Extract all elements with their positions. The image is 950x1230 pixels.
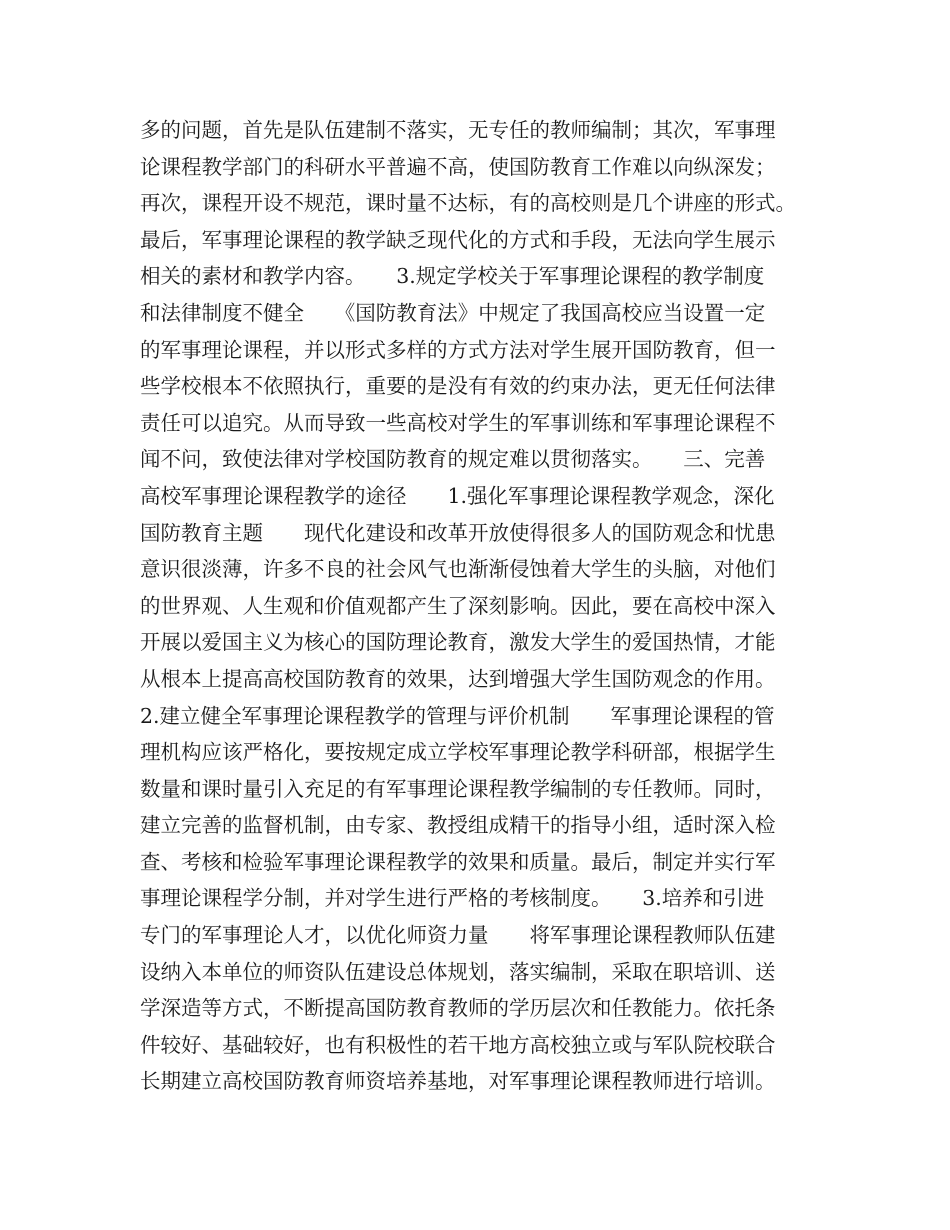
text-line: 高校军事理论课程教学的途径 1.强化军事理论课程教学观念，深化: [140, 483, 775, 508]
text-line: 2.建立健全军事理论课程教学的管理与评价机制 军事理论课程的管: [140, 703, 775, 728]
text-line: 的军事理论课程，并以形式多样的方式方法对学生展开国防教育，但一: [140, 337, 776, 362]
text-line: 国防教育主题 现代化建设和改革开放使得很多人的国防观念和忧患: [140, 520, 776, 545]
text-line: 最后，军事理论课程的教学缺乏现代化的方式和手段，无法向学生展示: [140, 227, 776, 252]
text-line: 设纳入本单位的师资队伍建设总体规划，落实编制，采取在职培训、送: [140, 959, 776, 984]
text-line: 意识很淡薄，许多不良的社会风气也渐渐侵蚀着大学生的头脑，对他们: [140, 557, 776, 582]
text-line: 件较好、基础较好，也有积极性的若干地方高校独立或与军队院校联合: [140, 1032, 776, 1057]
text-line: 学深造等方式，不断提高国防教育教师的学历层次和任教能力。依托条: [140, 996, 776, 1021]
text-line: 论课程教学部门的科研水平普遍不高，使国防教育工作难以向纵深发；: [140, 154, 776, 179]
text-line: 事理论课程学分制，并对学生进行严格的考核制度。 3.培养和引进: [140, 886, 765, 911]
body-text: [140, 112, 840, 1100]
text-line: 专门的军事理论人才，以优化师资力量 将军事理论课程教师队伍建: [140, 923, 776, 948]
text-line: 查、考核和检验军事理论课程教学的效果和质量。最后，制定并实行军: [140, 849, 776, 874]
text-line: 和法律制度不健全 《国防教育法》中规定了我国高校应当设置一定: [140, 300, 766, 325]
text-line: 闻不问，致使法律对学校国防教育的规定难以贯彻落实。 三、完善: [140, 447, 766, 472]
text-line: 从根本上提高高校国防教育的效果，达到增强大学生国防观念的作用。: [140, 666, 776, 691]
text-line: 多的问题，首先是队伍建制不落实，无专任的教师编制；其次，军事理: [140, 118, 776, 142]
text-line: 些学校根本不依照执行，重要的是没有有效的约束办法，更无任何法律: [140, 374, 776, 399]
text-line: 相关的素材和教学内容。 3.规定学校关于军事理论课程的教学制度: [140, 264, 765, 289]
text-line: 数量和课时量引入充足的有军事理论课程教学编制的专任教师。同时，: [140, 776, 776, 801]
text-line: 的世界观、人生观和价值观都产生了深刻影响。因此，要在高校中深入: [140, 593, 776, 618]
text-line: 再次，课程开设不规范，课时量不达标，有的高校则是几个讲座的形式。: [140, 191, 796, 216]
text-line: 建立完善的监督机制，由专家、教授组成精干的指导小组，适时深入检: [140, 813, 776, 838]
text-line: 开展以爱国主义为核心的国防理论教育，激发大学生的爱国热情，才能: [140, 630, 776, 655]
text-line: 理机构应该严格化，要按规定成立学校军事理论教学科研部，根据学生: [140, 740, 776, 765]
text-line: 长期建立高校国防教育师资培养基地，对军事理论课程教师进行培训。: [140, 1069, 776, 1094]
text-line: 责任可以追究。从而导致一些高校对学生的军事训练和军事理论课程不: [140, 410, 776, 435]
